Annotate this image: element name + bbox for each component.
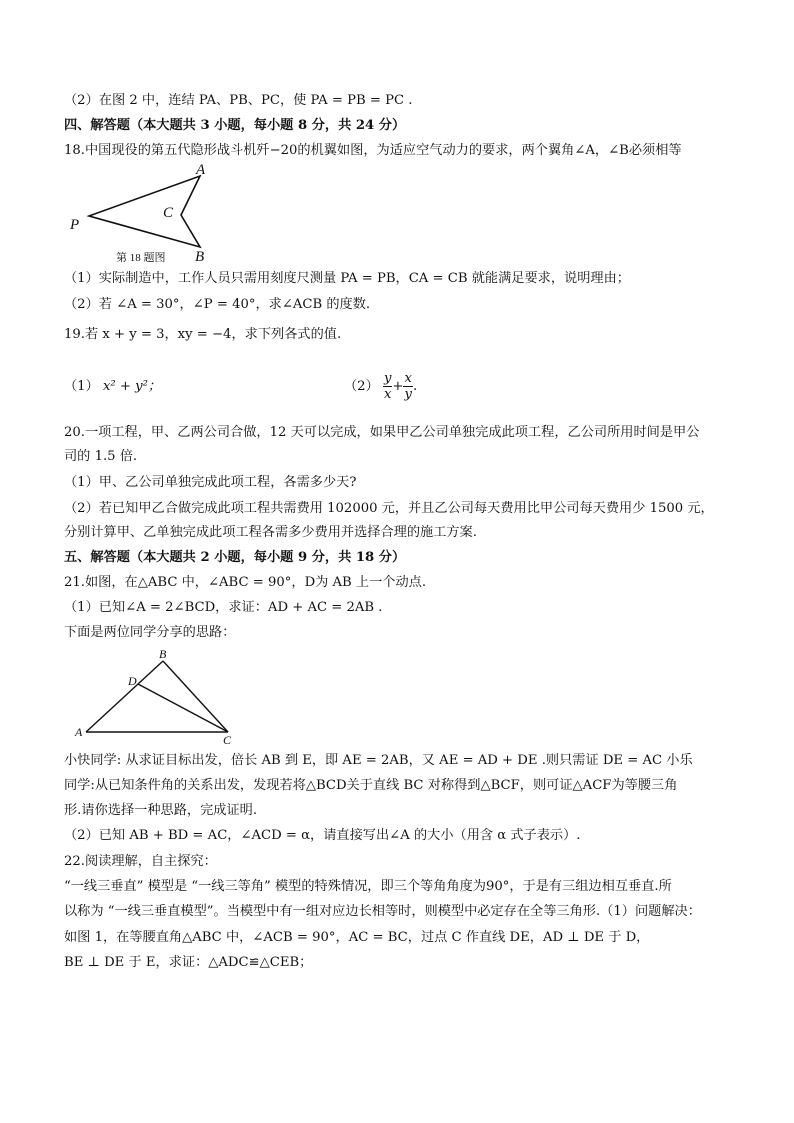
q21-intro: 下面是两位同学分享的思路： <box>64 625 236 640</box>
label-B: B <box>159 647 167 661</box>
q21-idea-line3: 形.请你选择一种思路，完成证明. <box>64 803 258 818</box>
q20-stem-line2: 司的 1.5 倍. <box>64 449 138 464</box>
q19-part1 <box>64 378 161 396</box>
label-C: C <box>223 733 232 747</box>
q21-stem: 21.如图，在△ABC 中，∠ABC = 90°，D为 AB 上一个动点. <box>64 575 427 590</box>
q19-part1-label: （1） <box>64 379 99 394</box>
label-B: B <box>195 249 205 264</box>
q19-part2-label: （2） <box>344 379 379 394</box>
q20-part1: （1）甲、乙公司单独完成此项工程，各需多少天? <box>64 475 357 490</box>
fraction-y-over-x: $\frac{y}{x}$ <box>383 371 392 402</box>
q19-part1-expr: x² + y²； <box>102 379 162 394</box>
q22-part1-line2: BE ⊥ DE 于 E，求证：△ADC≌△CEB； <box>64 955 313 970</box>
q18-figure <box>64 160 254 264</box>
q18-part1: （1）实际制造中，工作人员只需用刻度尺测量 PA = PB，CA = CB 就能满足要求，说明理由； <box>64 271 630 286</box>
label-A: A <box>196 162 206 178</box>
section-4-heading: 四、解答题（本大题共 3 小题，每小题 8 分，共 24 分） <box>64 118 406 133</box>
side-AB <box>86 661 163 732</box>
q21-part2: （2）已知 AB + BD = AC，∠ACD = α，请直接写出∠A 的大小（用含 α 式子表示）. <box>64 828 581 843</box>
fraction-x-over-y: $\frac{x}{y}$ <box>404 371 412 402</box>
q22-model-line2: 以称为 “一线三垂直模型”。当模型中有一组对应边长相等时，则模型中必定存在全等三角形.（1）问题解决： <box>64 904 701 919</box>
section-5-heading: 五、解答题（本大题共 2 小题，每小题 9 分，共 18 分） <box>64 550 406 565</box>
q21-figure <box>66 646 246 748</box>
q19-part2: （2） $\frac{y}{x}$ + $\frac{x}{y}$ . <box>344 371 418 402</box>
label-P: P <box>70 217 80 233</box>
side-BC <box>163 661 228 732</box>
label-D: D <box>128 674 137 688</box>
segment-DC <box>138 684 228 732</box>
label-A: A <box>75 725 83 739</box>
q18-stem: 18.中国现役的第五代隐形战斗机歼−20的机翼如图，为适应空气动力的要求，两个翼角∠A，∠B必须相等 <box>64 143 682 158</box>
q21-idea-line1: 小快同学: 从求证目标出发，倍长 AB 到 E，即 AE = 2AB，又 AE = AD + DE .则只需证 DE = AC 小乐 <box>64 753 693 768</box>
wing-outline <box>89 176 200 247</box>
q22-stem: 22.阅读理解，自主探究： <box>64 854 217 869</box>
q18-part2: （2）若 ∠A = 30°，∠P = 40°，求∠ACB 的度数. <box>64 297 371 312</box>
q17-part2: （2）在图 2 中，连结 PA、PB、PC，使 PA = PB = PC . <box>64 93 413 108</box>
q21-idea-line2: 同学:从已知条件角的关系出发，发现若将△BCD关于直线 BC 对称得到△BCF，则可证△ACF为等腰三角 <box>64 778 678 793</box>
q22-part1-line1: 如图 1，在等腰直角△ABC 中，∠ACB = 90°，AC = BC，过点 C 作直线 DE，AD ⊥ DE 于 D， <box>64 930 650 945</box>
figure-caption: 第 18 题图 <box>116 252 166 264</box>
label-C: C <box>163 205 174 221</box>
q20-stem-line1: 20.一项工程，甲、乙两公司合做，12 天可以完成，如果甲乙公司单独完成此项工程，乙公司所用时间是甲公 <box>64 425 700 440</box>
q21-part1: （1）已知∠A = 2∠BCD，求证：AD + AC = 2AB . <box>64 600 383 615</box>
q20-part2-line2: 分别计算甲、乙单独完成此项工程各需多少费用并选择合理的施工方案. <box>64 525 478 540</box>
q20-part2-line1: （2）若已知甲乙合做完成此项工程共需费用 102000 元，并且乙公司每天费用比甲公司每天费用少 1500 元， <box>64 501 714 516</box>
q22-model-line1: “一线三垂直” 模型是 “一线三等角” 模型的特殊情况，即三个等角角度为90°，于是有三组边相互垂直.所 <box>64 879 672 894</box>
q19-stem: 19.若 x + y = 3，xy = −4，求下列各式的值. <box>64 327 342 342</box>
